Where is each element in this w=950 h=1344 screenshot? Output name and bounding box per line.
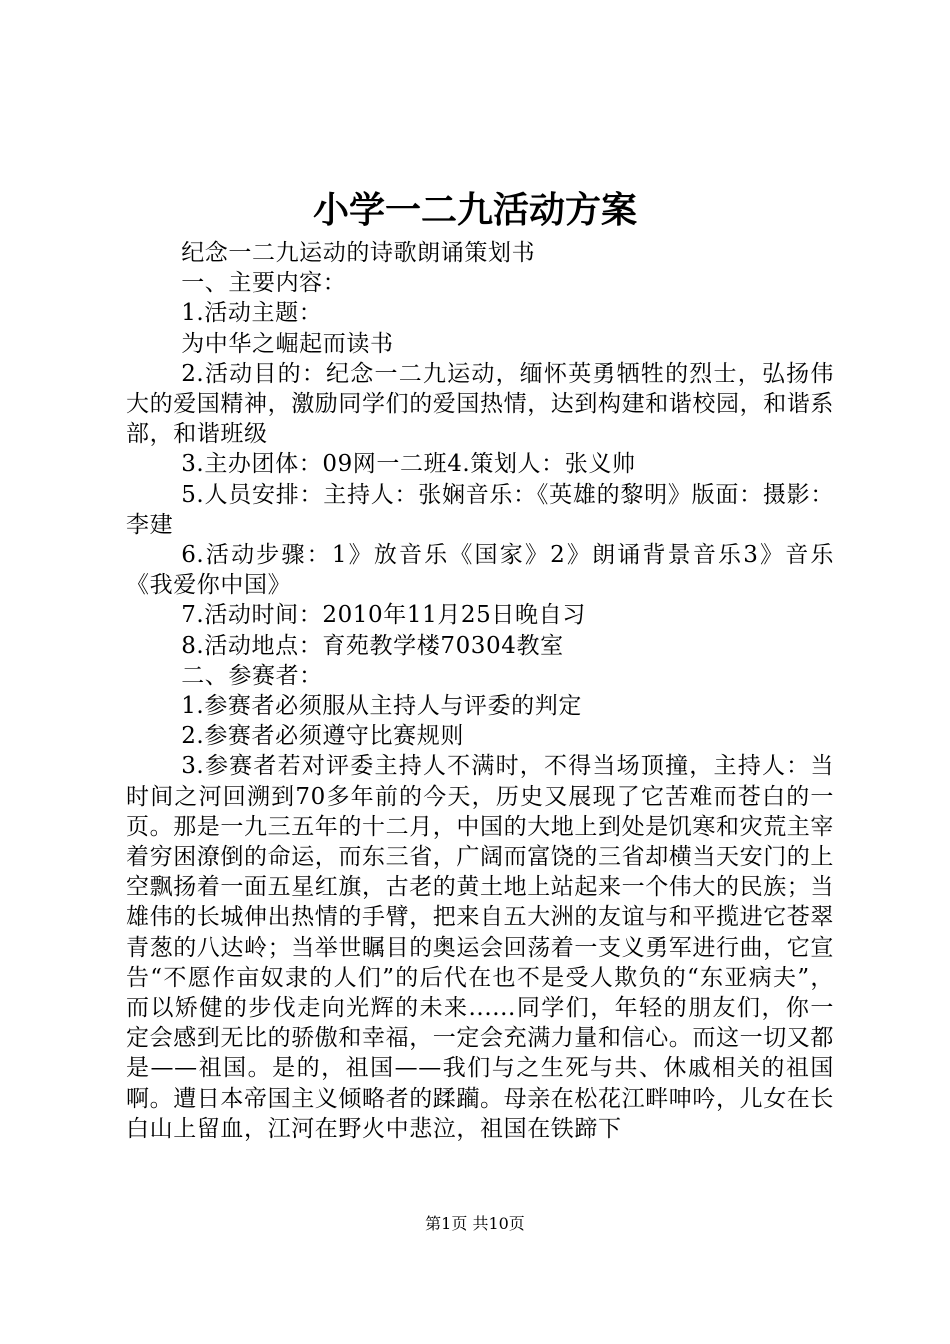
paragraph: 1.活动主题：: [181, 300, 323, 327]
paragraph: 8.活动地点：育苑教学楼70304教室: [181, 632, 564, 659]
paragraph: 3.主办团体：09网一二班4.策划人：张义帅: [181, 451, 636, 478]
paragraph: 2.活动目的：纪念一二九运动，缅怀英勇牺牲的烈士，弘扬伟大的爱国精神，激励同学们的爱国热情，达到构建和谐校园，和谐系部，和谐班级: [126, 360, 834, 448]
paragraph: 2.参赛者必须遵守比赛规则: [181, 723, 464, 750]
section-heading: 一、主要内容：: [181, 270, 347, 297]
paragraph: 3.参赛者若对评委主持人不满时，不得当场顶撞，主持人：当时间之河回溯到70多年前的今天，历史又展现了它苦难而苍白的一页。那是一九三五年的十二月，中国的大地上到处是饥寒和灾荒主宰着穷困潦倒的命运，而东三省，广阔而富饶的三省却横当天安门的上空飘扬着一面五星红旗，古老的黄土地上站起来一个伟大的民族；当雄伟的长城伸出热情的手臂，把来自五大洲的友谊与和平揽进它苍翠青葱的八达岭；当举世瞩目的奥运会回荡着一支义勇军进行曲，它宣告“不愿作亩奴隶的人们”的后代在也不是受人欺负的“东亚病夫”，而以矫健的步伐走向光辉的未来......同学们，年轻的朋友们，你一定会感到无比的骄傲和幸福，一定会充满力量和信心。而这一切又都是——祖国。是的，祖国——我们与之生死与共、休戚相关的祖国啊。遭日本帝国主义倾略者的蹂躏。母亲在松花江畔呻吟，儿女在长白山上留血，江河在野火中悲泣，祖国在铁蹄下: [126, 753, 834, 1142]
paragraph: 7.活动时间：2010年11月25日晚自习: [181, 602, 586, 629]
document-body: [126, 238, 834, 1144]
document-title: 小学一二九活动方案: [312, 189, 637, 231]
paragraph: 1.参赛者必须服从主持人与评委的判定: [181, 693, 582, 720]
paragraph: 纪念一二九运动的诗歌朗诵策划书: [181, 240, 536, 266]
section-heading: 二、参赛者：: [181, 662, 323, 689]
page-footer: 第1页 共10页: [425, 1214, 525, 1233]
paragraph: 6.活动步骤：1》放音乐《国家》2》朗诵背景音乐3》音乐《我爱你中国》: [126, 542, 834, 599]
paragraph: 为中华之崛起而读书: [181, 330, 394, 357]
paragraph: 5.人员安排：主持人：张娴音乐：《英雄的黎明》版面：摄影：李建: [126, 481, 834, 538]
